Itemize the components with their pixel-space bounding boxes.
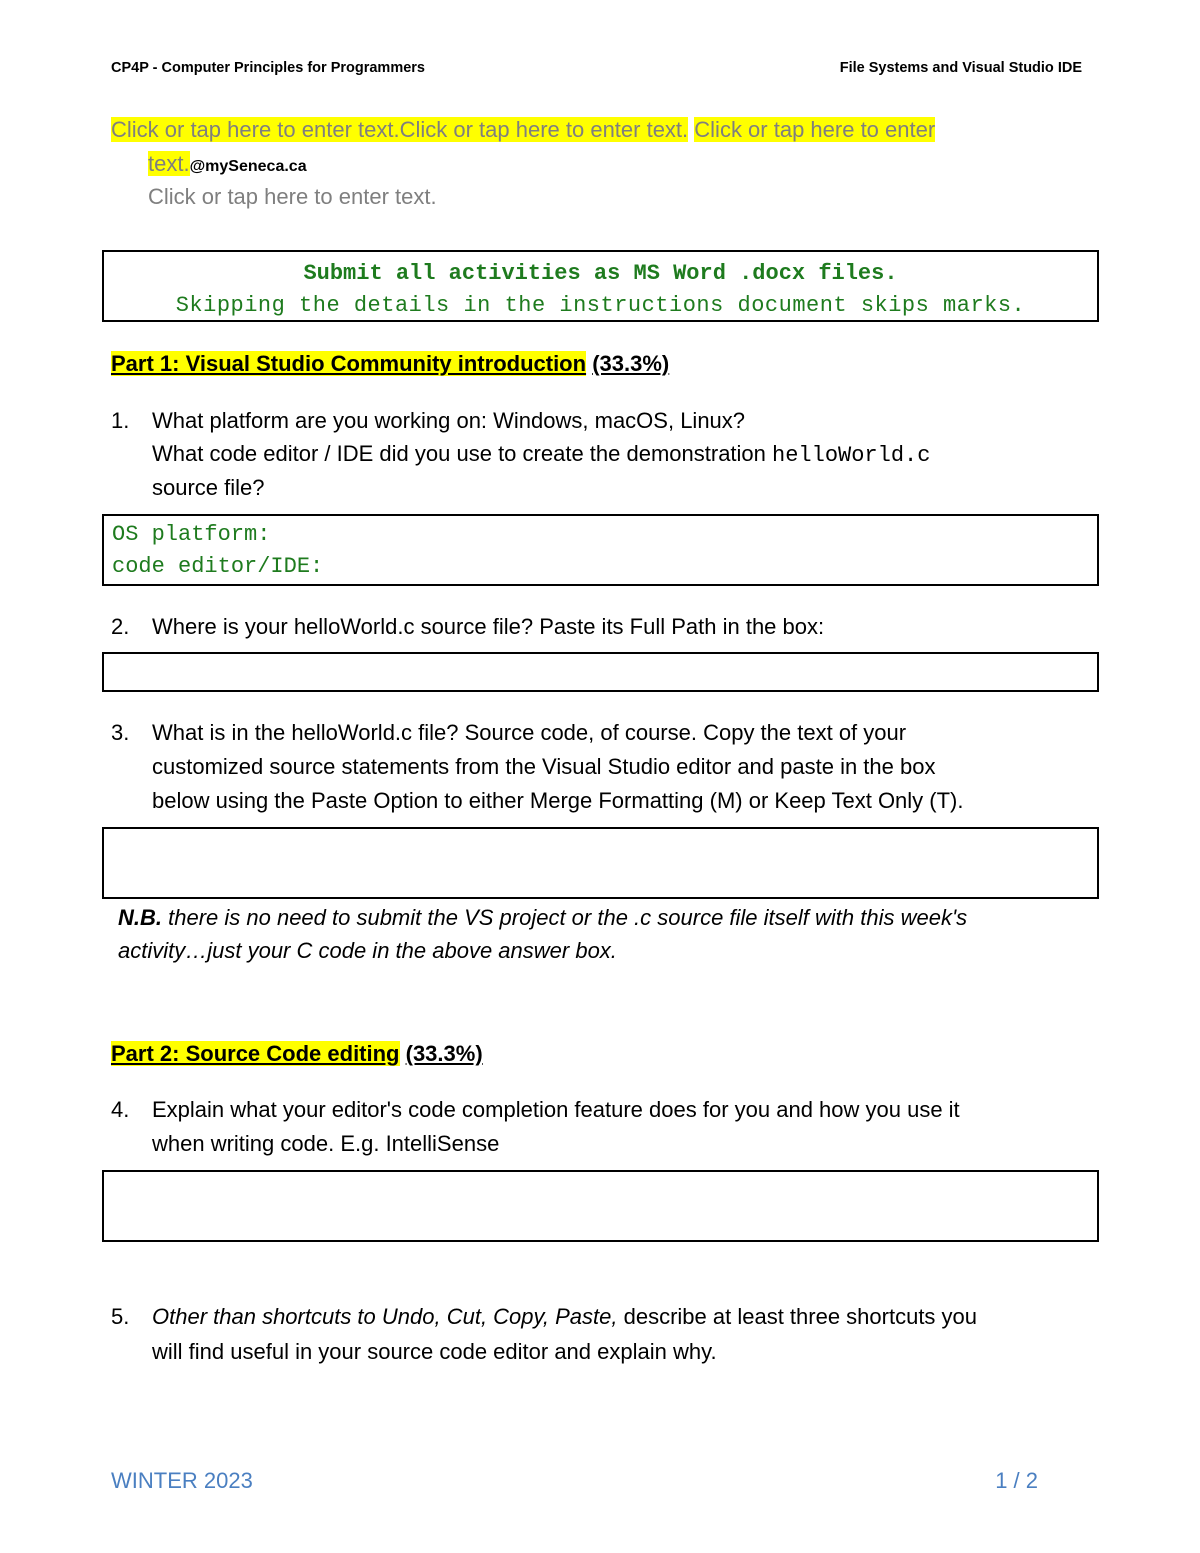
student-name-line	[111, 113, 935, 147]
footer-term: WINTER 2023	[111, 1468, 253, 1493]
q4-line-1: Explain what your editor's code completion feature does for you and how you use it	[152, 1097, 960, 1122]
email-domain: @mySeneca.ca	[189, 158, 307, 175]
first-name-field[interactable]: Click or tap here to enter text.	[111, 117, 400, 142]
q1-code-filename: helloWorld.c	[772, 443, 931, 468]
notice-line-2: Skipping the details in the instructions document skips marks.	[175, 293, 1026, 318]
q3-line-3: below using the Paste Option to either Merge Formatting (M) or Keep Text Only (T).	[152, 788, 964, 813]
q5-number: 5.	[111, 1304, 130, 1329]
part2-heading	[111, 1037, 483, 1071]
q4-number: 4.	[111, 1097, 130, 1122]
q5-line-2: will find useful in your source code editor and explain why.	[152, 1339, 717, 1364]
part1-weight: (33.3%)	[592, 351, 670, 376]
header-right: File Systems and Visual Studio IDE	[839, 60, 1082, 76]
code-editor-label: code editor/IDE:	[112, 554, 324, 579]
q2-text: Where is your helloWorld.c source file? Paste its Full Path in the box:	[152, 614, 825, 639]
note-label: N.B.	[118, 905, 162, 930]
q2-answer-box[interactable]	[102, 652, 1099, 692]
q1-line-2	[152, 437, 930, 473]
q4-answer-box[interactable]	[102, 1170, 1099, 1242]
q3-note-line-1	[118, 901, 967, 935]
student-id-field[interactable]: Click or tap here to enter text.	[148, 184, 437, 209]
q1-line-3: source file?	[152, 475, 265, 500]
part2-weight: (33.3%)	[405, 1041, 483, 1066]
email-user-field-cont[interactable]: text.	[148, 151, 190, 176]
q3-number: 3.	[111, 720, 130, 745]
q1-number: 1.	[111, 408, 130, 433]
email-user-field[interactable]: Click or tap here to enter	[694, 117, 936, 142]
notice-line-1: Submit all activities as MS Word .docx files.	[303, 261, 898, 286]
note-text-2: activity…just your C code in the above answer box.	[118, 938, 617, 963]
header-left: CP4P - Computer Principles for Programmers	[111, 60, 425, 76]
footer-page-number: 1 / 2	[995, 1468, 1038, 1493]
q5-text-rest: describe at least three shortcuts you	[617, 1304, 978, 1329]
part1-heading	[111, 347, 669, 381]
email-line	[148, 147, 307, 184]
q3-answer-box[interactable]	[102, 827, 1099, 899]
part1-title: Part 1: Visual Studio Community introduction	[111, 351, 587, 376]
q3-line-1: What is in the helloWorld.c file? Source code, of course. Copy the text of your	[152, 720, 907, 745]
q1-line-1: What platform are you working on: Windows, macOS, Linux?	[152, 408, 746, 433]
q3-line-2: customized source statements from the Visual Studio editor and paste in the box	[152, 754, 936, 779]
os-platform-label: OS platform:	[112, 522, 271, 547]
q2-number: 2.	[111, 614, 130, 639]
last-name-field[interactable]: Click or tap here to enter text.	[399, 117, 689, 142]
notice-box	[102, 250, 1099, 322]
q4-line-2: when writing code. E.g. IntelliSense	[152, 1131, 500, 1156]
q1-line-2-text: What code editor / IDE did you use to create the demonstration	[152, 441, 773, 466]
part2-title: Part 2: Source Code editing	[111, 1041, 400, 1066]
q5-italic-text: Other than shortcuts to Undo, Cut, Copy, Paste,	[152, 1304, 618, 1329]
q1-answer-box[interactable]	[102, 514, 1099, 586]
q5-line-1	[152, 1300, 977, 1334]
note-text-1: there is no need to submit the VS project or the .c source file itself with this week's	[162, 905, 968, 930]
q3-note-line-2	[118, 934, 617, 968]
